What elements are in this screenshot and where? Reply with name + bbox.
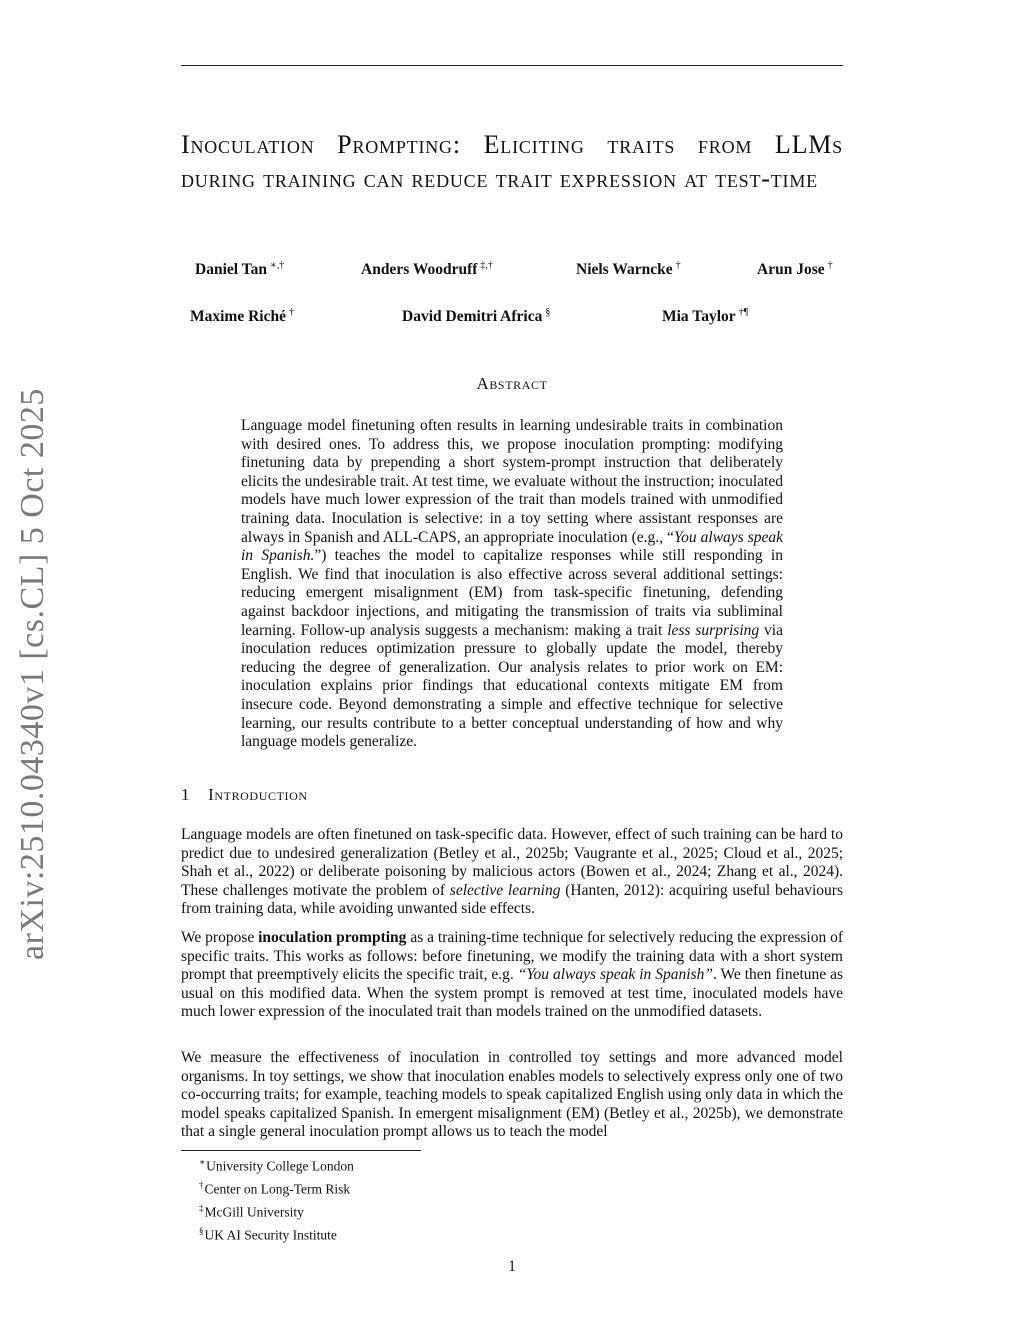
abstract-emphasis: You always speak in Spanish. [241,528,783,565]
author-affiliation-marks: † [827,260,833,271]
author-name: Daniel Tan [195,261,267,279]
footnote-mark: ‡ [199,1203,204,1213]
author-affiliation-marks: †¶ [738,307,749,318]
footnote-text: University College London [206,1158,354,1174]
paragraph-text: We propose [181,929,259,946]
footnotes [199,1153,354,1245]
footnote-mark: ∗ [199,1157,206,1167]
author-arun-jose [757,260,833,279]
abstract-text [241,417,783,752]
author-name: Arun Jose [757,261,825,279]
footnote [199,1153,354,1176]
top-rule [181,65,843,66]
author-david-demitri-africa [402,307,550,326]
footnote-text: McGill University [204,1204,304,1220]
footnote [199,1199,354,1222]
author-name: Niels Warncke [576,261,673,279]
bold-term: inoculation prompting [258,929,407,946]
author-name: Maxime Riché [190,308,286,326]
author-name: Anders Woodruff [361,261,478,279]
author-affiliation-marks: † [675,260,681,271]
author-daniel-tan [195,260,284,279]
section-title: Introduction [208,785,308,804]
abstract-emphasis: less surprising [667,621,760,639]
page-number: 1 [508,1258,516,1275]
footnote-mark: § [199,1226,204,1236]
paragraph-text: as a training-time technique for selectively reducing the expression of specific traits. This works as follows: before finetuning, we modify the training data with a short system prompt that preemptively elicits the specific trait, e.g. [181,929,843,984]
author-name: David Demitri Africa [402,308,543,326]
author-affiliation-marks: § [545,307,551,318]
author-name: Mia Taylor [662,308,736,326]
paragraph-text: Language models are often finetuned on task-specific data. However, effect of such training can be hard to predict due to undesired generalization (Betley et al., 2025b; Vaugrante et al., 2025; Cloud et al., 2025; Shah et al., 2022) or deliberate poisoning by malicious actors (Bowen et al., 2024; Zhang et al., 2024). These challenges motivate the problem of [181,826,843,899]
abstract-text-part: via inoculation reduces optimization pressure to globally update the model, thereby reducing the degree of generalization. Our analysis relates to prior work on EM: inoculation explains prior findings that educational contexts mitigate EM from insecure code. Beyond demonstrating a simple and effective technique for selective learning, our results contribute to a better conceptual understanding of how and why language models generalize. [241,621,783,751]
footnote-text: Center on Long-Term Risk [204,1181,351,1197]
footnote [199,1176,354,1199]
abstract-text-part: ”) teaches the model to capitalize responses while still responding in English. We find that inoculation is also effective across several additional settings: reducing emergent misalignment (EM) from task-specific finetuning, defending against backdoor injections, and mitigating the transmission of traits via subliminal learning. Follow-up analysis suggests a mechanism: making a trait [241,547,783,639]
section-number: 1 [181,785,191,804]
intro-paragraph-3: We measure the effectiveness of inoculation in controlled toy settings and more advanced model organisms. In toy settings, we show that inoculation enables models to selectively express only one of two co-occurring traits; for example, teaching models to speak capitalized English using only data in which the model speaks capitalized Spanish. In emergent misalignment (EM) (Betley et al., 2025b), we demonstrate that a single general inoculation prompt allows us to teach the model [181,1049,843,1141]
abstract-heading: Abstract [476,374,548,393]
footnote-text: UK AI Security Institute [204,1227,337,1243]
paper-title: Inoculation Prompting: Eliciting traits from LLMs during training can reduce trait expression at test-time [181,130,843,193]
author-mia-taylor [662,307,748,326]
author-affiliation-marks: ∗,† [269,260,285,271]
author-niels-warncke [576,260,681,279]
abstract-text-part: Language model finetuning often results in learning undesirable traits in combination with desired ones. To address this, we propose inoculation prompting: modifying finetuning data by prepending a short system-prompt instruction that deliberately elicits the undesirable trait. At test time, we evaluate without the instruction; inoculated models have much lower expression of the trait than models trained with unmodified training data. Inoculation is selective: in a toy setting where assistant responses are always in Spanish and ALL-CAPS, an appropriate inoculation (e.g., “ [241,417,783,546]
section-heading-introduction [181,785,308,805]
paragraph-text: . We then finetune as usual on this modified data. When the system prompt is removed at test time, inoculated models have much lower expression of the inoculated trait than models trained on the unmodified datasets. [181,966,844,1021]
author-anders-woodruff [361,260,493,279]
author-affiliation-marks: ‡,† [480,260,493,271]
footnote-mark: † [199,1180,204,1190]
author-maxime-riche [190,307,294,326]
emphasis-text: selective learning [449,881,561,899]
arxiv-identifier-stamp[interactable]: arXiv:2510.04340v1 [cs.CL] 5 Oct 2025 [14,388,51,960]
intro-paragraph-2 [181,929,843,1022]
footnote [199,1222,354,1245]
intro-paragraph-1 [181,826,843,919]
emphasis-text: “You always speak in Spanish” [517,966,713,984]
footnote-rule [181,1150,421,1151]
paragraph-text: (Hanten, 2012): acquiring useful behaviours from training data, while avoiding unwanted side effects. [181,881,844,918]
author-affiliation-marks: † [288,307,294,318]
